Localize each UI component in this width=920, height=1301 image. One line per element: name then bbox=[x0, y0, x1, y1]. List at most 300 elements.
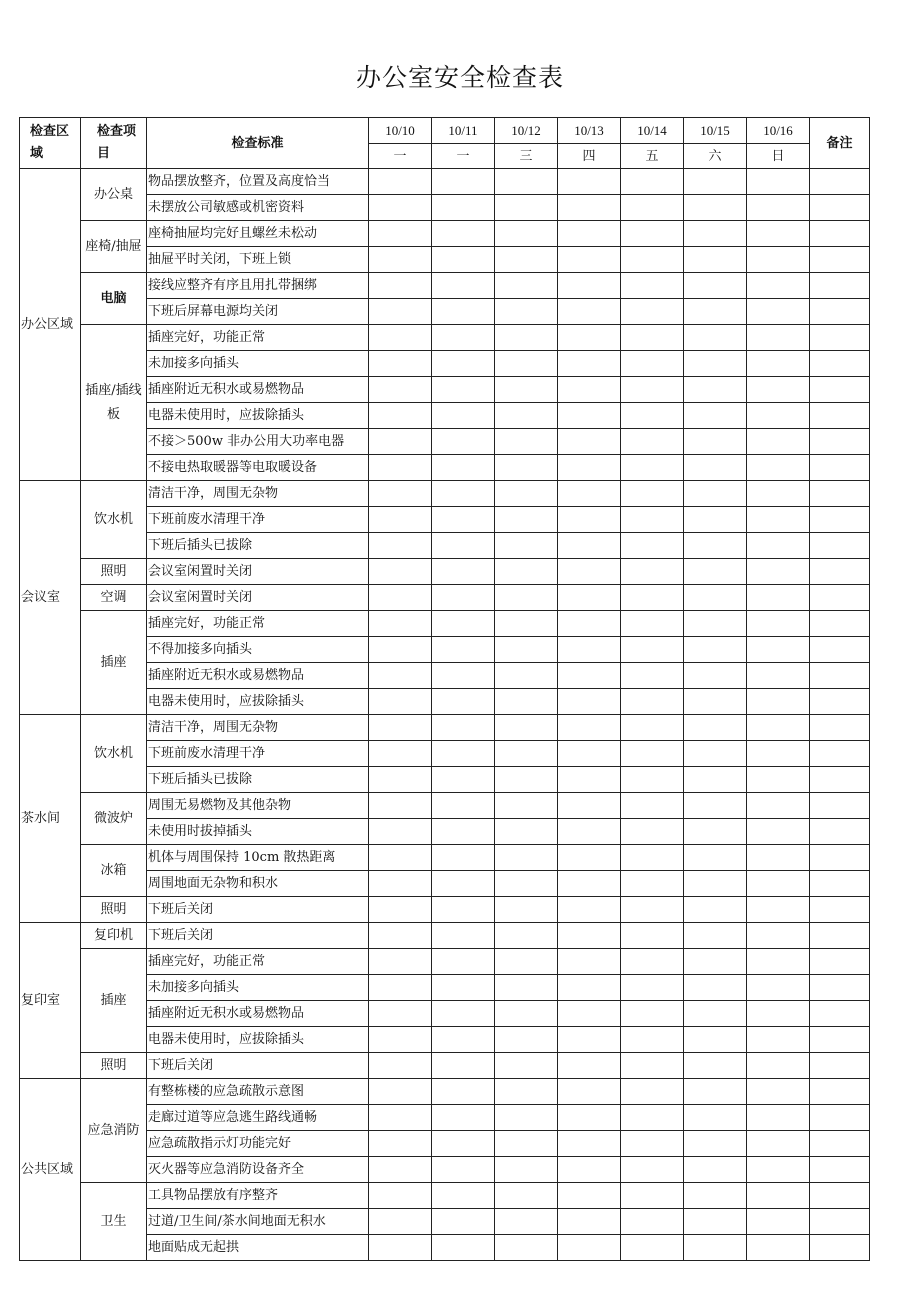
check-cell[interactable] bbox=[495, 377, 558, 403]
check-cell[interactable] bbox=[747, 403, 810, 429]
check-cell[interactable] bbox=[621, 377, 684, 403]
check-cell[interactable] bbox=[747, 325, 810, 351]
check-cell[interactable] bbox=[369, 1131, 432, 1157]
check-cell[interactable] bbox=[747, 195, 810, 221]
check-cell[interactable] bbox=[495, 819, 558, 845]
check-cell[interactable] bbox=[369, 1105, 432, 1131]
check-cell[interactable] bbox=[432, 1157, 495, 1183]
check-cell[interactable] bbox=[432, 377, 495, 403]
check-cell[interactable] bbox=[369, 663, 432, 689]
check-cell[interactable] bbox=[747, 429, 810, 455]
check-cell[interactable] bbox=[432, 897, 495, 923]
check-cell[interactable] bbox=[558, 1105, 621, 1131]
note-cell[interactable] bbox=[810, 559, 870, 585]
check-cell[interactable] bbox=[432, 455, 495, 481]
check-cell[interactable] bbox=[621, 273, 684, 299]
check-cell[interactable] bbox=[369, 1001, 432, 1027]
check-cell[interactable] bbox=[558, 1001, 621, 1027]
check-cell[interactable] bbox=[558, 481, 621, 507]
check-cell[interactable] bbox=[621, 897, 684, 923]
check-cell[interactable] bbox=[747, 1027, 810, 1053]
check-cell[interactable] bbox=[495, 663, 558, 689]
note-cell[interactable] bbox=[810, 1105, 870, 1131]
check-cell[interactable] bbox=[621, 455, 684, 481]
check-cell[interactable] bbox=[684, 1183, 747, 1209]
check-cell[interactable] bbox=[558, 585, 621, 611]
check-cell[interactable] bbox=[432, 663, 495, 689]
check-cell[interactable] bbox=[369, 559, 432, 585]
check-cell[interactable] bbox=[684, 273, 747, 299]
check-cell[interactable] bbox=[684, 793, 747, 819]
check-cell[interactable] bbox=[495, 559, 558, 585]
note-cell[interactable] bbox=[810, 1053, 870, 1079]
check-cell[interactable] bbox=[684, 585, 747, 611]
check-cell[interactable] bbox=[369, 923, 432, 949]
check-cell[interactable] bbox=[432, 351, 495, 377]
check-cell[interactable] bbox=[369, 585, 432, 611]
note-cell[interactable] bbox=[810, 325, 870, 351]
check-cell[interactable] bbox=[558, 507, 621, 533]
check-cell[interactable] bbox=[558, 975, 621, 1001]
check-cell[interactable] bbox=[369, 975, 432, 1001]
check-cell[interactable] bbox=[621, 949, 684, 975]
check-cell[interactable] bbox=[684, 1079, 747, 1105]
check-cell[interactable] bbox=[621, 507, 684, 533]
check-cell[interactable] bbox=[369, 403, 432, 429]
check-cell[interactable] bbox=[495, 897, 558, 923]
check-cell[interactable] bbox=[432, 403, 495, 429]
check-cell[interactable] bbox=[621, 1209, 684, 1235]
note-cell[interactable] bbox=[810, 481, 870, 507]
check-cell[interactable] bbox=[369, 455, 432, 481]
check-cell[interactable] bbox=[369, 1027, 432, 1053]
note-cell[interactable] bbox=[810, 923, 870, 949]
note-cell[interactable] bbox=[810, 299, 870, 325]
check-cell[interactable] bbox=[369, 715, 432, 741]
check-cell[interactable] bbox=[432, 819, 495, 845]
check-cell[interactable] bbox=[432, 637, 495, 663]
note-cell[interactable] bbox=[810, 195, 870, 221]
check-cell[interactable] bbox=[558, 767, 621, 793]
check-cell[interactable] bbox=[369, 793, 432, 819]
check-cell[interactable] bbox=[684, 1053, 747, 1079]
note-cell[interactable] bbox=[810, 1183, 870, 1209]
check-cell[interactable] bbox=[558, 1079, 621, 1105]
check-cell[interactable] bbox=[747, 689, 810, 715]
check-cell[interactable] bbox=[621, 1053, 684, 1079]
note-cell[interactable] bbox=[810, 741, 870, 767]
check-cell[interactable] bbox=[495, 221, 558, 247]
check-cell[interactable] bbox=[558, 559, 621, 585]
check-cell[interactable] bbox=[684, 663, 747, 689]
check-cell[interactable] bbox=[558, 611, 621, 637]
note-cell[interactable] bbox=[810, 533, 870, 559]
check-cell[interactable] bbox=[558, 377, 621, 403]
check-cell[interactable] bbox=[432, 247, 495, 273]
check-cell[interactable] bbox=[432, 221, 495, 247]
check-cell[interactable] bbox=[621, 767, 684, 793]
check-cell[interactable] bbox=[495, 1079, 558, 1105]
check-cell[interactable] bbox=[495, 1053, 558, 1079]
check-cell[interactable] bbox=[684, 195, 747, 221]
check-cell[interactable] bbox=[747, 1105, 810, 1131]
check-cell[interactable] bbox=[558, 429, 621, 455]
check-cell[interactable] bbox=[558, 403, 621, 429]
check-cell[interactable] bbox=[621, 299, 684, 325]
check-cell[interactable] bbox=[558, 1131, 621, 1157]
check-cell[interactable] bbox=[369, 1183, 432, 1209]
check-cell[interactable] bbox=[432, 1079, 495, 1105]
check-cell[interactable] bbox=[621, 1183, 684, 1209]
check-cell[interactable] bbox=[495, 1209, 558, 1235]
check-cell[interactable] bbox=[747, 819, 810, 845]
check-cell[interactable] bbox=[558, 1027, 621, 1053]
check-cell[interactable] bbox=[747, 507, 810, 533]
check-cell[interactable] bbox=[432, 299, 495, 325]
check-cell[interactable] bbox=[747, 299, 810, 325]
check-cell[interactable] bbox=[432, 1235, 495, 1261]
check-cell[interactable] bbox=[558, 845, 621, 871]
check-cell[interactable] bbox=[747, 975, 810, 1001]
note-cell[interactable] bbox=[810, 169, 870, 195]
note-cell[interactable] bbox=[810, 897, 870, 923]
check-cell[interactable] bbox=[495, 741, 558, 767]
check-cell[interactable] bbox=[747, 663, 810, 689]
check-cell[interactable] bbox=[369, 689, 432, 715]
check-cell[interactable] bbox=[747, 949, 810, 975]
check-cell[interactable] bbox=[747, 611, 810, 637]
check-cell[interactable] bbox=[432, 559, 495, 585]
check-cell[interactable] bbox=[495, 1105, 558, 1131]
check-cell[interactable] bbox=[621, 819, 684, 845]
check-cell[interactable] bbox=[369, 325, 432, 351]
check-cell[interactable] bbox=[495, 481, 558, 507]
check-cell[interactable] bbox=[495, 1235, 558, 1261]
check-cell[interactable] bbox=[432, 793, 495, 819]
check-cell[interactable] bbox=[621, 1235, 684, 1261]
check-cell[interactable] bbox=[495, 533, 558, 559]
check-cell[interactable] bbox=[432, 429, 495, 455]
note-cell[interactable] bbox=[810, 767, 870, 793]
note-cell[interactable] bbox=[810, 1209, 870, 1235]
note-cell[interactable] bbox=[810, 1131, 870, 1157]
check-cell[interactable] bbox=[747, 273, 810, 299]
check-cell[interactable] bbox=[684, 403, 747, 429]
note-cell[interactable] bbox=[810, 351, 870, 377]
check-cell[interactable] bbox=[747, 1183, 810, 1209]
check-cell[interactable] bbox=[432, 507, 495, 533]
check-cell[interactable] bbox=[684, 897, 747, 923]
check-cell[interactable] bbox=[495, 507, 558, 533]
check-cell[interactable] bbox=[558, 741, 621, 767]
check-cell[interactable] bbox=[495, 689, 558, 715]
check-cell[interactable] bbox=[558, 819, 621, 845]
check-cell[interactable] bbox=[621, 325, 684, 351]
check-cell[interactable] bbox=[432, 741, 495, 767]
check-cell[interactable] bbox=[369, 533, 432, 559]
check-cell[interactable] bbox=[684, 767, 747, 793]
check-cell[interactable] bbox=[432, 1209, 495, 1235]
check-cell[interactable] bbox=[684, 299, 747, 325]
check-cell[interactable] bbox=[684, 637, 747, 663]
check-cell[interactable] bbox=[747, 637, 810, 663]
check-cell[interactable] bbox=[432, 767, 495, 793]
check-cell[interactable] bbox=[621, 715, 684, 741]
check-cell[interactable] bbox=[432, 949, 495, 975]
check-cell[interactable] bbox=[558, 169, 621, 195]
check-cell[interactable] bbox=[621, 1131, 684, 1157]
check-cell[interactable] bbox=[558, 663, 621, 689]
check-cell[interactable] bbox=[621, 585, 684, 611]
check-cell[interactable] bbox=[432, 585, 495, 611]
check-cell[interactable] bbox=[495, 975, 558, 1001]
check-cell[interactable] bbox=[369, 481, 432, 507]
check-cell[interactable] bbox=[684, 1157, 747, 1183]
note-cell[interactable] bbox=[810, 1001, 870, 1027]
check-cell[interactable] bbox=[432, 1131, 495, 1157]
note-cell[interactable] bbox=[810, 871, 870, 897]
note-cell[interactable] bbox=[810, 585, 870, 611]
check-cell[interactable] bbox=[684, 507, 747, 533]
check-cell[interactable] bbox=[684, 1131, 747, 1157]
check-cell[interactable] bbox=[621, 1001, 684, 1027]
check-cell[interactable] bbox=[558, 949, 621, 975]
check-cell[interactable] bbox=[432, 689, 495, 715]
check-cell[interactable] bbox=[747, 377, 810, 403]
check-cell[interactable] bbox=[495, 923, 558, 949]
check-cell[interactable] bbox=[684, 169, 747, 195]
check-cell[interactable] bbox=[558, 455, 621, 481]
check-cell[interactable] bbox=[621, 559, 684, 585]
check-cell[interactable] bbox=[432, 845, 495, 871]
check-cell[interactable] bbox=[495, 351, 558, 377]
check-cell[interactable] bbox=[621, 1079, 684, 1105]
check-cell[interactable] bbox=[684, 221, 747, 247]
check-cell[interactable] bbox=[369, 897, 432, 923]
check-cell[interactable] bbox=[621, 923, 684, 949]
check-cell[interactable] bbox=[495, 871, 558, 897]
check-cell[interactable] bbox=[747, 1053, 810, 1079]
check-cell[interactable] bbox=[684, 715, 747, 741]
check-cell[interactable] bbox=[432, 481, 495, 507]
note-cell[interactable] bbox=[810, 455, 870, 481]
note-cell[interactable] bbox=[810, 1157, 870, 1183]
note-cell[interactable] bbox=[810, 949, 870, 975]
check-cell[interactable] bbox=[747, 845, 810, 871]
check-cell[interactable] bbox=[684, 351, 747, 377]
check-cell[interactable] bbox=[558, 195, 621, 221]
check-cell[interactable] bbox=[558, 1209, 621, 1235]
check-cell[interactable] bbox=[621, 195, 684, 221]
check-cell[interactable] bbox=[684, 1027, 747, 1053]
check-cell[interactable] bbox=[558, 923, 621, 949]
check-cell[interactable] bbox=[621, 637, 684, 663]
check-cell[interactable] bbox=[621, 429, 684, 455]
check-cell[interactable] bbox=[747, 1235, 810, 1261]
note-cell[interactable] bbox=[810, 1235, 870, 1261]
check-cell[interactable] bbox=[558, 897, 621, 923]
check-cell[interactable] bbox=[369, 299, 432, 325]
check-cell[interactable] bbox=[747, 247, 810, 273]
note-cell[interactable] bbox=[810, 845, 870, 871]
check-cell[interactable] bbox=[495, 1001, 558, 1027]
note-cell[interactable] bbox=[810, 247, 870, 273]
check-cell[interactable] bbox=[747, 715, 810, 741]
note-cell[interactable] bbox=[810, 377, 870, 403]
note-cell[interactable] bbox=[810, 611, 870, 637]
check-cell[interactable] bbox=[684, 741, 747, 767]
check-cell[interactable] bbox=[684, 949, 747, 975]
check-cell[interactable] bbox=[432, 1183, 495, 1209]
check-cell[interactable] bbox=[558, 715, 621, 741]
check-cell[interactable] bbox=[495, 767, 558, 793]
check-cell[interactable] bbox=[621, 247, 684, 273]
check-cell[interactable] bbox=[495, 949, 558, 975]
check-cell[interactable] bbox=[369, 507, 432, 533]
check-cell[interactable] bbox=[747, 1001, 810, 1027]
check-cell[interactable] bbox=[495, 299, 558, 325]
check-cell[interactable] bbox=[621, 793, 684, 819]
check-cell[interactable] bbox=[369, 273, 432, 299]
check-cell[interactable] bbox=[369, 949, 432, 975]
check-cell[interactable] bbox=[747, 351, 810, 377]
check-cell[interactable] bbox=[432, 1001, 495, 1027]
check-cell[interactable] bbox=[558, 689, 621, 715]
check-cell[interactable] bbox=[432, 975, 495, 1001]
check-cell[interactable] bbox=[369, 1235, 432, 1261]
check-cell[interactable] bbox=[747, 871, 810, 897]
check-cell[interactable] bbox=[369, 845, 432, 871]
check-cell[interactable] bbox=[558, 273, 621, 299]
note-cell[interactable] bbox=[810, 689, 870, 715]
check-cell[interactable] bbox=[621, 975, 684, 1001]
note-cell[interactable] bbox=[810, 663, 870, 689]
check-cell[interactable] bbox=[558, 221, 621, 247]
check-cell[interactable] bbox=[621, 403, 684, 429]
check-cell[interactable] bbox=[432, 1027, 495, 1053]
check-cell[interactable] bbox=[684, 689, 747, 715]
check-cell[interactable] bbox=[558, 1157, 621, 1183]
note-cell[interactable] bbox=[810, 273, 870, 299]
check-cell[interactable] bbox=[621, 481, 684, 507]
check-cell[interactable] bbox=[684, 325, 747, 351]
check-cell[interactable] bbox=[369, 351, 432, 377]
note-cell[interactable] bbox=[810, 637, 870, 663]
check-cell[interactable] bbox=[432, 195, 495, 221]
check-cell[interactable] bbox=[495, 169, 558, 195]
check-cell[interactable] bbox=[747, 559, 810, 585]
check-cell[interactable] bbox=[621, 741, 684, 767]
check-cell[interactable] bbox=[558, 533, 621, 559]
check-cell[interactable] bbox=[747, 1209, 810, 1235]
check-cell[interactable] bbox=[684, 1001, 747, 1027]
check-cell[interactable] bbox=[558, 1053, 621, 1079]
check-cell[interactable] bbox=[747, 585, 810, 611]
check-cell[interactable] bbox=[432, 715, 495, 741]
check-cell[interactable] bbox=[369, 247, 432, 273]
check-cell[interactable] bbox=[747, 1079, 810, 1105]
check-cell[interactable] bbox=[621, 533, 684, 559]
check-cell[interactable] bbox=[432, 325, 495, 351]
check-cell[interactable] bbox=[495, 845, 558, 871]
check-cell[interactable] bbox=[495, 325, 558, 351]
check-cell[interactable] bbox=[369, 1079, 432, 1105]
check-cell[interactable] bbox=[495, 247, 558, 273]
note-cell[interactable] bbox=[810, 403, 870, 429]
check-cell[interactable] bbox=[558, 325, 621, 351]
check-cell[interactable] bbox=[369, 637, 432, 663]
check-cell[interactable] bbox=[432, 871, 495, 897]
check-cell[interactable] bbox=[621, 663, 684, 689]
check-cell[interactable] bbox=[621, 689, 684, 715]
check-cell[interactable] bbox=[369, 221, 432, 247]
check-cell[interactable] bbox=[747, 1131, 810, 1157]
check-cell[interactable] bbox=[621, 871, 684, 897]
check-cell[interactable] bbox=[432, 1105, 495, 1131]
check-cell[interactable] bbox=[495, 455, 558, 481]
check-cell[interactable] bbox=[369, 169, 432, 195]
check-cell[interactable] bbox=[684, 559, 747, 585]
check-cell[interactable] bbox=[684, 611, 747, 637]
check-cell[interactable] bbox=[432, 1053, 495, 1079]
check-cell[interactable] bbox=[558, 247, 621, 273]
note-cell[interactable] bbox=[810, 1027, 870, 1053]
check-cell[interactable] bbox=[747, 923, 810, 949]
note-cell[interactable] bbox=[810, 429, 870, 455]
check-cell[interactable] bbox=[684, 975, 747, 1001]
check-cell[interactable] bbox=[747, 1157, 810, 1183]
check-cell[interactable] bbox=[432, 611, 495, 637]
note-cell[interactable] bbox=[810, 1079, 870, 1105]
check-cell[interactable] bbox=[558, 299, 621, 325]
check-cell[interactable] bbox=[747, 741, 810, 767]
check-cell[interactable] bbox=[747, 221, 810, 247]
note-cell[interactable] bbox=[810, 507, 870, 533]
check-cell[interactable] bbox=[621, 1027, 684, 1053]
check-cell[interactable] bbox=[747, 793, 810, 819]
check-cell[interactable] bbox=[495, 429, 558, 455]
check-cell[interactable] bbox=[369, 377, 432, 403]
check-cell[interactable] bbox=[369, 1209, 432, 1235]
check-cell[interactable] bbox=[495, 403, 558, 429]
check-cell[interactable] bbox=[495, 1131, 558, 1157]
check-cell[interactable] bbox=[684, 1105, 747, 1131]
check-cell[interactable] bbox=[495, 637, 558, 663]
check-cell[interactable] bbox=[558, 1235, 621, 1261]
check-cell[interactable] bbox=[432, 923, 495, 949]
check-cell[interactable] bbox=[495, 1157, 558, 1183]
check-cell[interactable] bbox=[621, 1157, 684, 1183]
check-cell[interactable] bbox=[369, 195, 432, 221]
check-cell[interactable] bbox=[684, 429, 747, 455]
check-cell[interactable] bbox=[495, 715, 558, 741]
check-cell[interactable] bbox=[747, 481, 810, 507]
check-cell[interactable] bbox=[684, 923, 747, 949]
check-cell[interactable] bbox=[558, 871, 621, 897]
check-cell[interactable] bbox=[495, 273, 558, 299]
check-cell[interactable] bbox=[432, 533, 495, 559]
check-cell[interactable] bbox=[432, 273, 495, 299]
check-cell[interactable] bbox=[684, 247, 747, 273]
check-cell[interactable] bbox=[369, 767, 432, 793]
check-cell[interactable] bbox=[558, 351, 621, 377]
check-cell[interactable] bbox=[684, 1209, 747, 1235]
check-cell[interactable] bbox=[369, 1053, 432, 1079]
check-cell[interactable] bbox=[369, 429, 432, 455]
check-cell[interactable] bbox=[495, 1183, 558, 1209]
check-cell[interactable] bbox=[558, 637, 621, 663]
check-cell[interactable] bbox=[558, 793, 621, 819]
